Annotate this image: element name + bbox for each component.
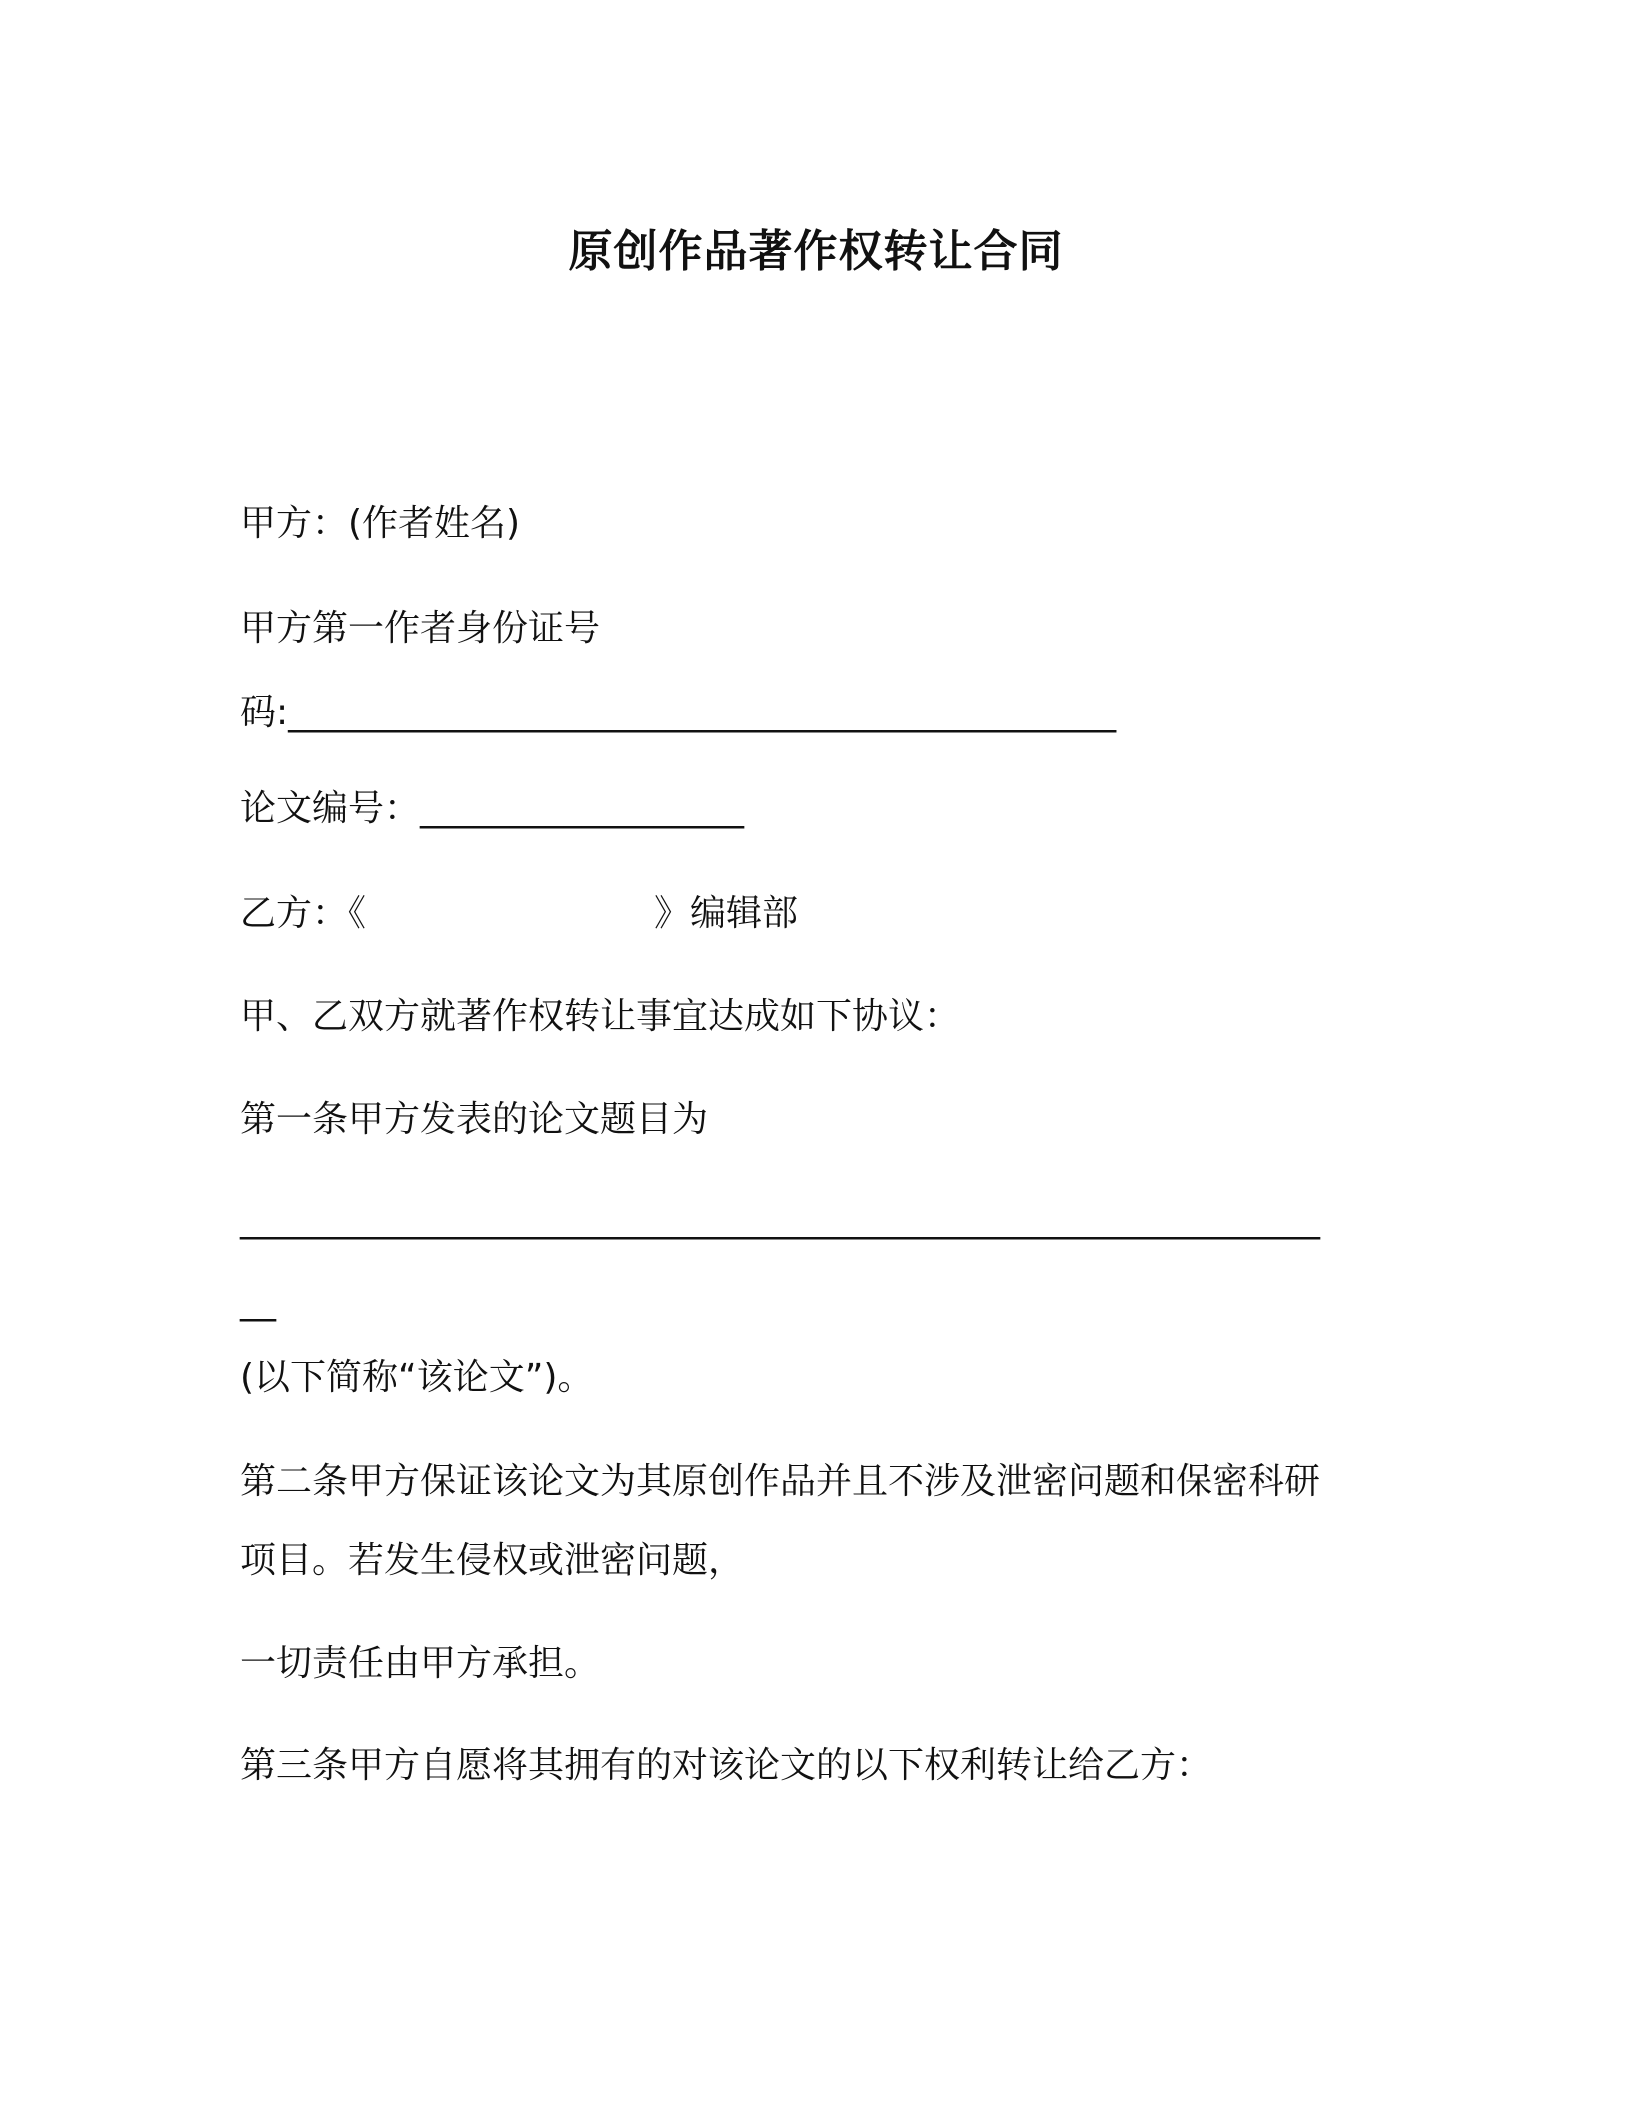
paper-number-line: 论文编号：__________________ bbox=[240, 788, 745, 829]
party-b-line: 乙方：《 》编辑部 bbox=[240, 893, 799, 934]
contract-title: 原创作品著作权转让合同 bbox=[568, 226, 1064, 277]
responsibility-line: 一切责任由甲方承担。 bbox=[240, 1643, 601, 1684]
article-three-line: 第三条甲方自愿将其拥有的对该论文的以下权利转让给乙方： bbox=[240, 1745, 1213, 1786]
id-number-label-line: 甲方第一作者身份证号 bbox=[240, 608, 601, 649]
paper-title-blank-line: ____________________________________________________________ bbox=[240, 1199, 1320, 1240]
paper-title-blank-continuation: __ bbox=[240, 1281, 276, 1322]
article-one-line: 第一条甲方发表的论文题目为 bbox=[240, 1099, 709, 1140]
article-two-continuation-line: 项目。若发生侵权或泄密问题， bbox=[240, 1540, 745, 1581]
id-number-field-line: 码:______________________________________________ bbox=[240, 692, 1117, 733]
abbreviation-line: (以下简称“该论文”)。 bbox=[240, 1357, 594, 1398]
party-a-line: 甲方：(作者姓名) bbox=[240, 503, 521, 544]
article-two-line: 第二条甲方保证该论文为其原创作品并且不涉及泄密问题和保密科研 bbox=[240, 1461, 1321, 1502]
agreement-intro-line: 甲、乙双方就著作权转让事宜达成如下协议： bbox=[240, 996, 961, 1037]
